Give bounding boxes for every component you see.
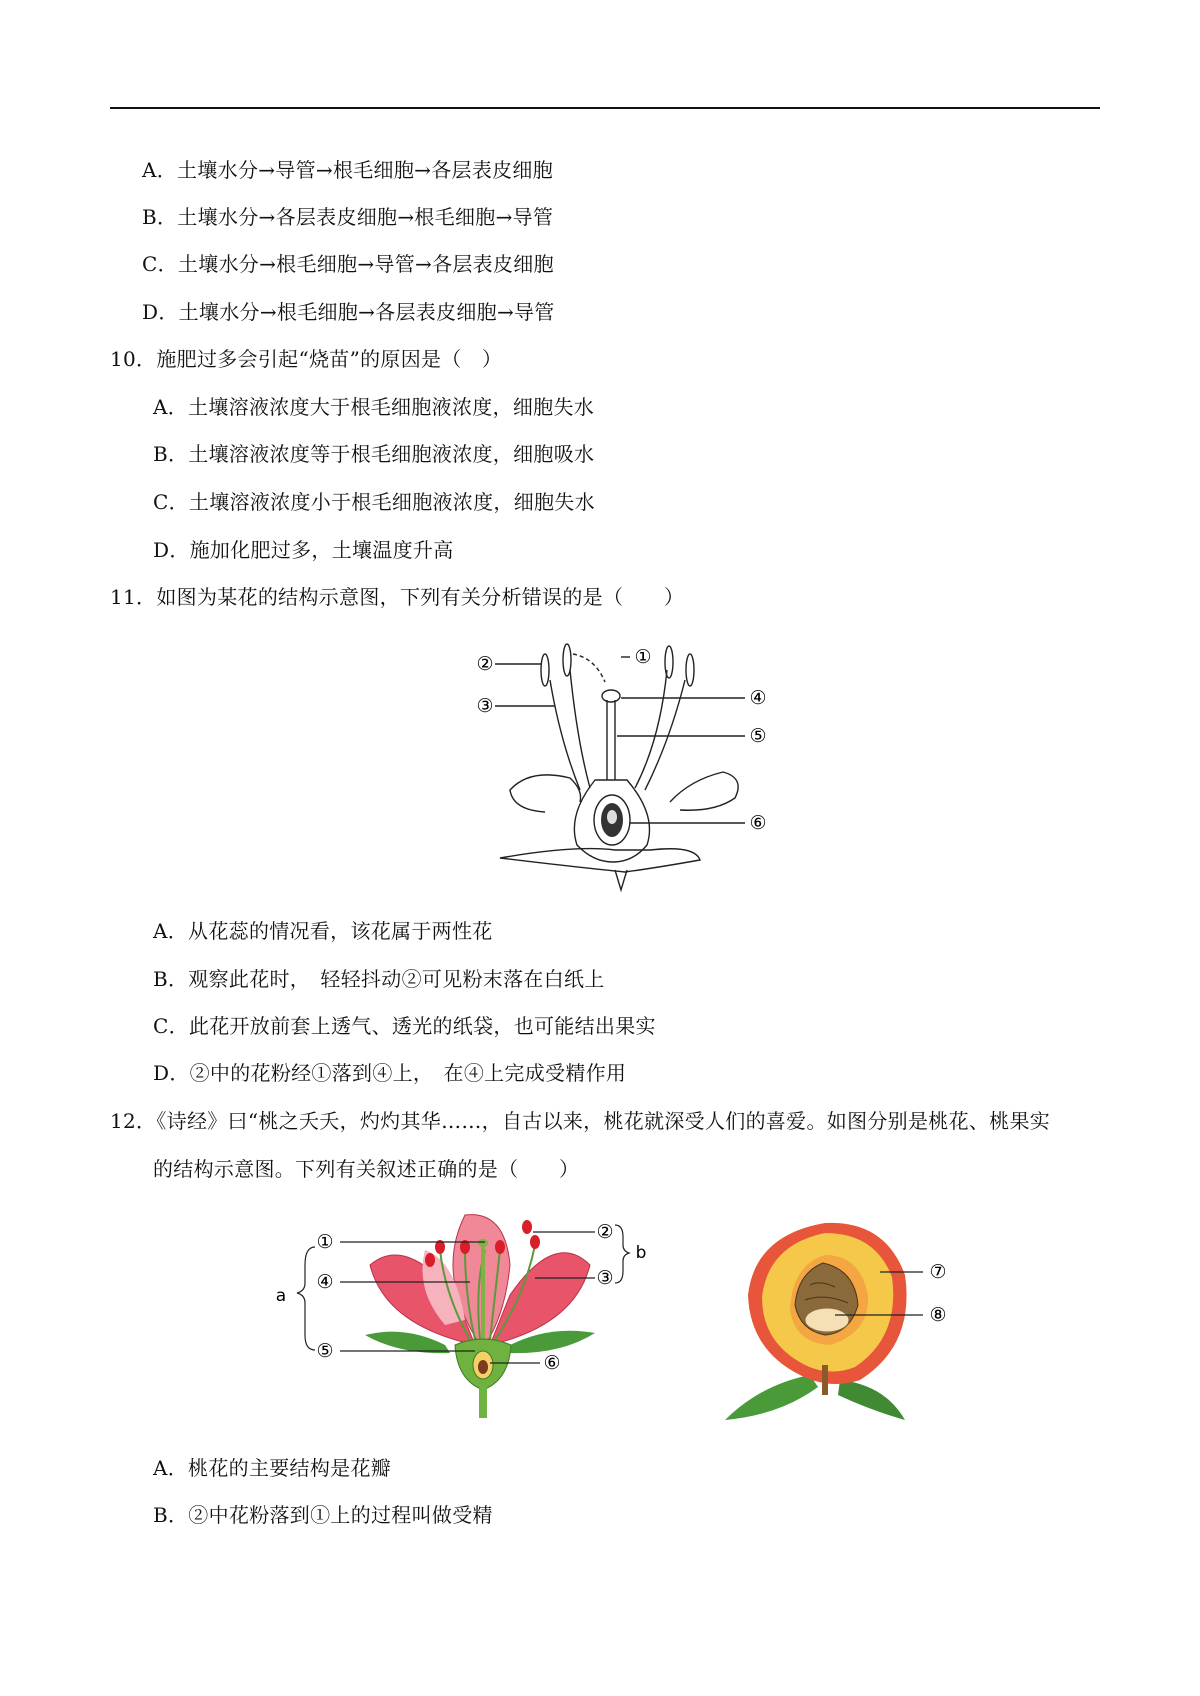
q12-stem-line2: 的结构示意图。下列有关叙述正确的是（ ） (153, 1157, 580, 1181)
q9-option-c[interactable]: C．土壤水分→根毛细胞→导管→各层表皮细胞 (142, 252, 554, 276)
q11-option-d[interactable]: D．②中的花粉经①落到④上， 在④上完成受精作用 (153, 1061, 627, 1085)
q11-label-1: ① (634, 646, 652, 668)
q11-label-2: ② (476, 653, 494, 675)
q12-label-4: ④ (316, 1271, 334, 1293)
q11-stem: 11．如图为某花的结构示意图，下列有关分析错误的是（ ） (110, 585, 685, 609)
q11-option-b[interactable]: B．观察此花时， 轻轻抖动②可见粉末落在白纸上 (153, 967, 605, 991)
q10-option-c[interactable]: C．土壤溶液浓度小于根毛细胞液浓度，细胞失水 (153, 490, 595, 514)
q12-label-1: ① (316, 1231, 334, 1253)
q9-option-b[interactable]: B．土壤水分→各层表皮细胞→根毛细胞→导管 (142, 205, 554, 229)
q11-option-c[interactable]: C．此花开放前套上透气、透光的纸袋，也可能结出果实 (153, 1014, 656, 1038)
q12-label-a: a (275, 1286, 287, 1306)
q11-flower-diagram (455, 640, 795, 895)
q11-label-3: ③ (476, 695, 494, 717)
q9-option-d[interactable]: D．土壤水分→根毛细胞→各层表皮细胞→导管 (142, 300, 555, 324)
q12-label-3: ③ (596, 1267, 614, 1289)
q10-option-d[interactable]: D．施加化肥过多，土壤温度升高 (153, 538, 454, 562)
q10-stem: 10．施肥过多会引起“烧苗”的原因是（ ） (110, 347, 503, 371)
q10-option-b[interactable]: B．土壤溶液浓度等于根毛细胞液浓度，细胞吸水 (153, 442, 595, 466)
q11-option-a[interactable]: A．从花蕊的情况看，该花属于两性花 (153, 919, 493, 943)
q12-option-b[interactable]: B．②中花粉落到①上的过程叫做受精 (153, 1503, 493, 1527)
q12-label-7: ⑦ (929, 1261, 947, 1283)
q11-label-4: ④ (749, 687, 767, 709)
q11-label-6: ⑥ (749, 812, 767, 834)
q12-label-6: ⑥ (543, 1352, 561, 1374)
q12-peach-fruit-diagram (720, 1215, 970, 1425)
q12-option-a[interactable]: A．桃花的主要结构是花瓣 (153, 1456, 392, 1480)
q12-stem-line1: 12．《诗经》曰“桃之夭夭，灼灼其华……，自古以来，桃花就深受人们的喜爱。如图分别是桃花、桃果实 (110, 1109, 1051, 1133)
header-rule (110, 107, 1100, 109)
q12-label-8: ⑧ (929, 1304, 947, 1326)
q12-label-2: ② (596, 1221, 614, 1243)
q11-label-5: ⑤ (749, 725, 767, 747)
q12-label-b: b (635, 1243, 647, 1263)
q10-option-a[interactable]: A．土壤溶液浓度大于根毛细胞液浓度，细胞失水 (153, 395, 595, 419)
q12-peach-flower-diagram (275, 1205, 715, 1425)
q12-label-5: ⑤ (316, 1340, 334, 1362)
q9-option-a[interactable]: A．土壤水分→导管→根毛细胞→各层表皮细胞 (142, 158, 554, 182)
